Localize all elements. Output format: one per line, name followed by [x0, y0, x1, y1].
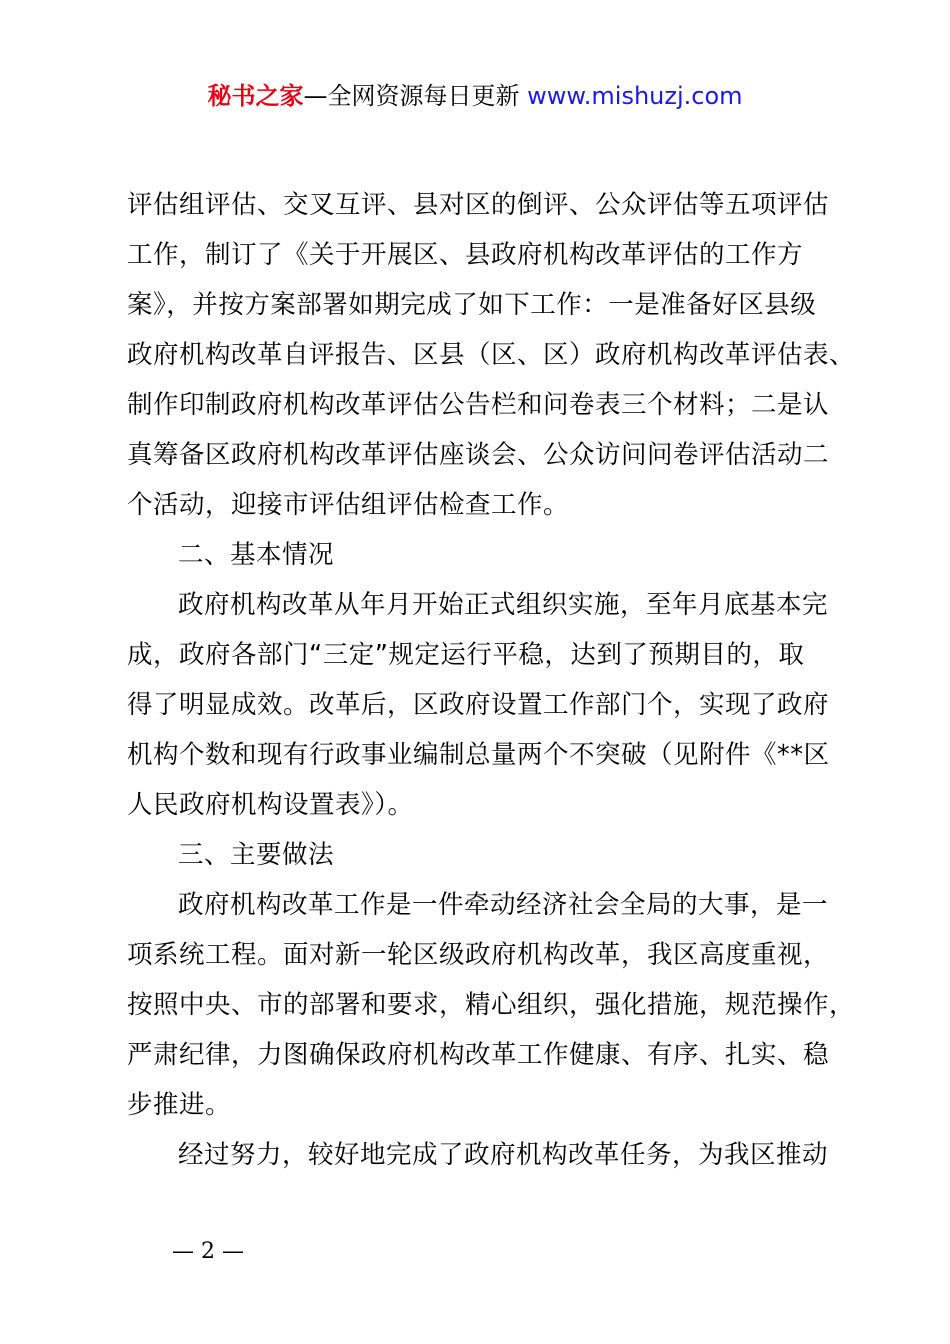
site-tagline: —全网资源每日更新	[303, 82, 520, 110]
body-line: 得了明显成效。改革后，区政府设置工作部门个，实现了政府	[127, 690, 830, 720]
body-line: 步推进。	[127, 1090, 232, 1120]
body-line: 严肃纪律，力图确保政府机构改革工作健康、有序、扎实、稳	[127, 1040, 830, 1070]
section-heading: 三、主要做法	[178, 840, 335, 870]
body-line: 政府机构改革自评报告、区县（区、区）政府机构改革评估表、	[127, 340, 856, 370]
body-line: 按照中央、市的部署和要求，精心组织，强化措施，规范操作，	[127, 990, 856, 1020]
body-line: 政府机构改革工作是一件牵动经济社会全局的大事，是一	[178, 890, 829, 920]
body-line: 项系统工程。面对新一轮区级政府机构改革，我区高度重视，	[127, 940, 830, 970]
body-line: 案》，并按方案部署如期完成了如下工作：一是准备好区县级	[127, 290, 817, 320]
page-number: — 2 —	[172, 1239, 244, 1264]
body-line: 政府机构改革从年月开始正式组织实施，至年月底基本完	[178, 590, 829, 620]
site-brand: 秘书之家	[207, 82, 304, 110]
site-url-link[interactable]: www.mishuzj.com	[527, 82, 743, 110]
section-heading: 二、基本情况	[178, 540, 335, 570]
body-line: 评估组评估、交叉互评、县对区的倒评、公众评估等五项评估	[127, 190, 830, 220]
site-header	[0, 78, 950, 114]
body-line: 制作印制政府机构改革评估公告栏和问卷表三个材料；二是认	[127, 390, 830, 420]
body-line: 人民政府机构设置表》）。	[127, 790, 414, 820]
body-line: 工作，制订了《关于开展区、县政府机构改革评估的工作方	[127, 240, 804, 270]
body-line: 机构个数和现有行政事业编制总量两个不突破（见附件《**区	[127, 740, 830, 770]
body-line: 个活动，迎接市评估组评估检查工作。	[127, 490, 570, 520]
body-line: 成，政府各部门“三定”规定运行平稳，达到了预期目的，取	[127, 640, 805, 670]
body-line: 真筹备区政府机构改革评估座谈会、公众访问问卷评估活动二	[127, 440, 830, 470]
body-line: 经过努力，较好地完成了政府机构改革任务，为我区推动	[178, 1140, 829, 1170]
